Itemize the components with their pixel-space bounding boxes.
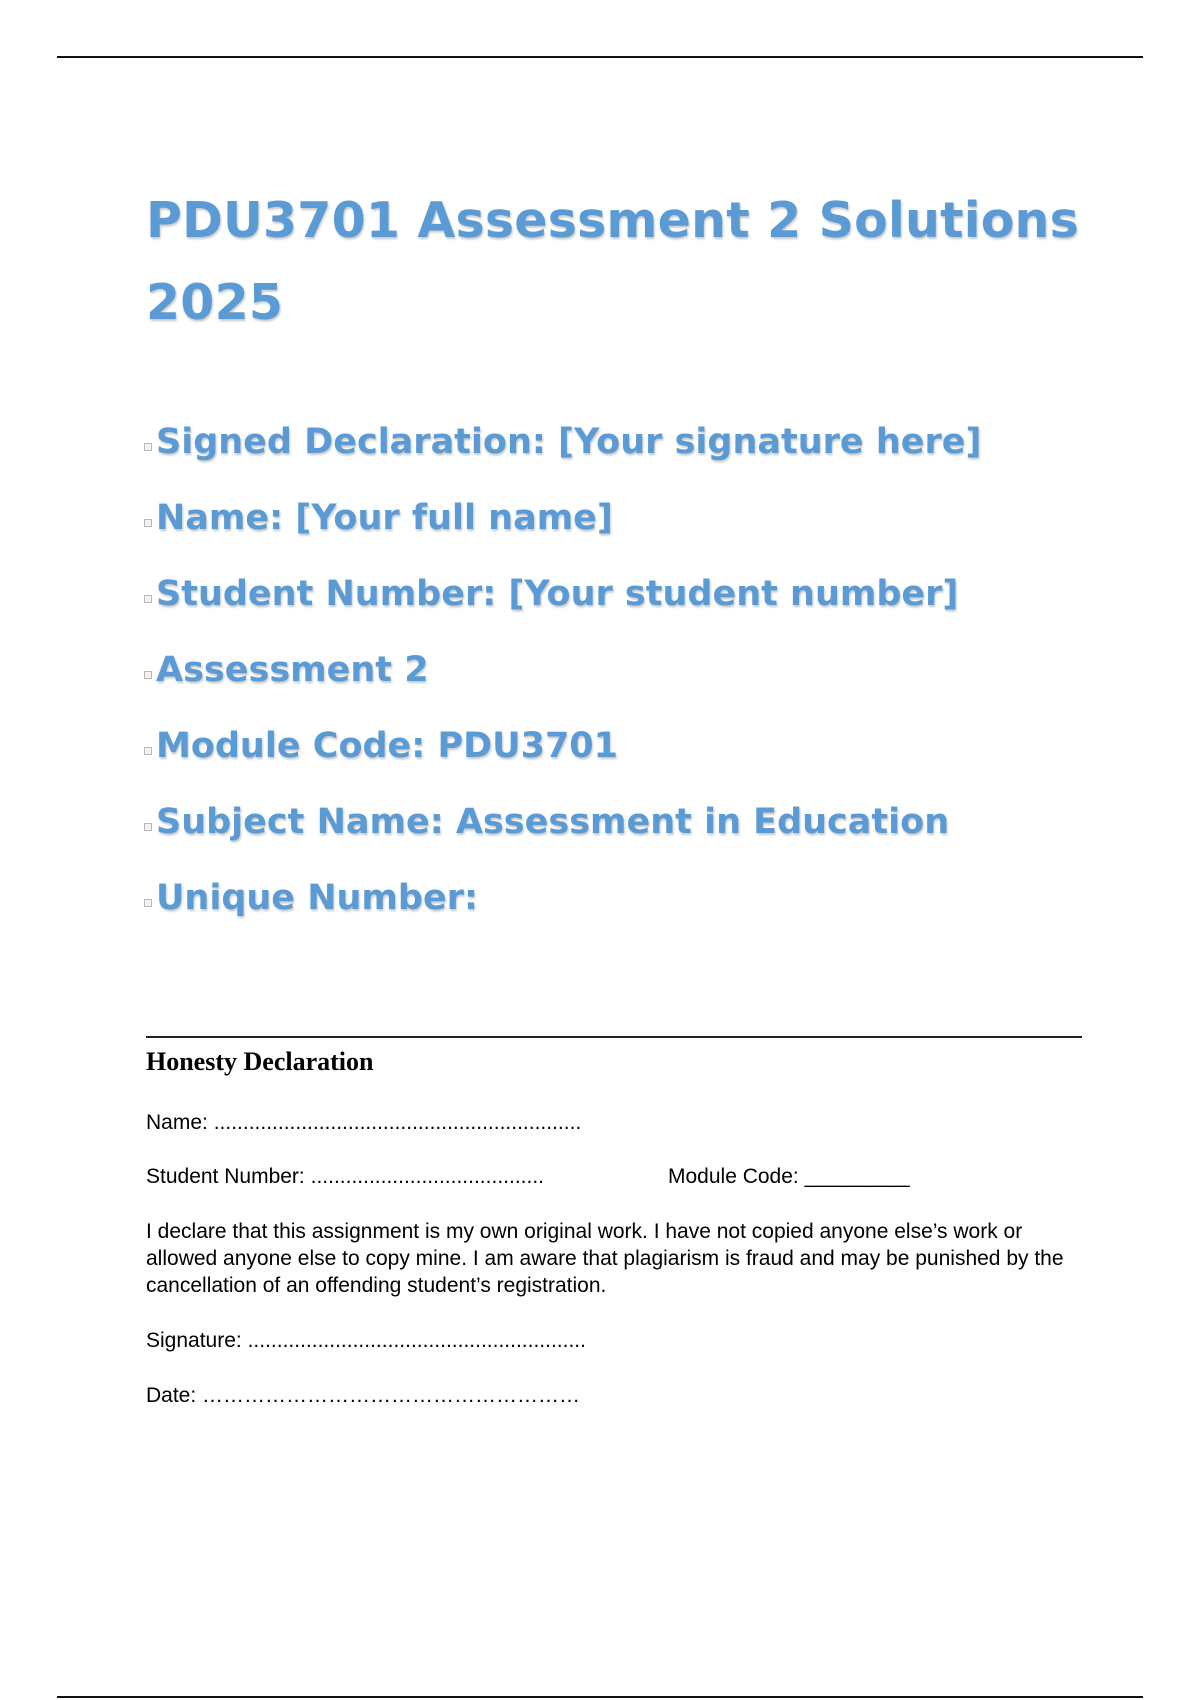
- bottom-page-rule: [57, 1696, 1143, 1698]
- bullet-marker-icon: [144, 519, 152, 527]
- module-code-fill-line: _________: [804, 1165, 910, 1188]
- student-number-fill-line: ........................................: [310, 1165, 544, 1188]
- bullet-marker-icon: [144, 899, 152, 907]
- heading-item-text: Name: [Your full name]: [156, 498, 613, 538]
- name-label: Name:: [146, 1111, 208, 1134]
- heading-item-text: Subject Name: Assessment in Education: [156, 802, 950, 842]
- bullet-marker-icon: [144, 747, 152, 755]
- cover-details-list: [146, 420, 1106, 952]
- module-code-item: [146, 724, 1106, 800]
- declaration-statement: I declare that this assignment is my own original work. I have not copied anyone else’s work or allowed anyone else to copy mine. I am aware that plagiarism is fraud and may be punished by the cancellation of an offending student’s registration.: [146, 1220, 1064, 1297]
- bullet-marker-icon: [144, 823, 152, 831]
- module-code-label: Module Code:: [668, 1165, 799, 1188]
- top-page-rule: [57, 56, 1143, 58]
- name-fill-line: ...............................................................: [213, 1111, 582, 1134]
- name-item: [146, 496, 1106, 572]
- signature-field: [146, 1328, 586, 1354]
- honesty-declaration-title: Honesty Declaration: [146, 1047, 374, 1076]
- heading-item-text: Assessment 2: [156, 650, 429, 690]
- date-fill-line: ………………………………………………: [202, 1384, 581, 1407]
- unique-number-item: [146, 876, 1106, 952]
- heading-item-text: Student Number: [Your student number]: [156, 574, 959, 614]
- date-label: Date:: [146, 1384, 197, 1407]
- signature-fill-line: ..........................................................: [247, 1329, 586, 1352]
- student-number-field: [146, 1164, 544, 1190]
- student-number-item: [146, 572, 1106, 648]
- section-separator: [146, 1036, 1082, 1038]
- heading-item-text: Module Code: PDU3701: [156, 726, 619, 766]
- document-title: PDU3701 Assessment 2 Solutions 2025: [146, 192, 1080, 331]
- heading-item-text: Unique Number:: [156, 878, 478, 918]
- module-code-field: [668, 1164, 910, 1190]
- bullet-marker-icon: [144, 671, 152, 679]
- date-field: [146, 1383, 580, 1409]
- bullet-marker-icon: [144, 595, 152, 603]
- name-field: [146, 1110, 581, 1136]
- subject-name-item: [146, 800, 1106, 876]
- heading-item-text: Signed Declaration: [Your signature here]: [156, 422, 982, 462]
- assessment-item: [146, 648, 1106, 724]
- signed-declaration-item: [146, 420, 1106, 496]
- signature-label: Signature:: [146, 1329, 242, 1352]
- bullet-marker-icon: [144, 443, 152, 451]
- student-number-label: Student Number:: [146, 1165, 305, 1188]
